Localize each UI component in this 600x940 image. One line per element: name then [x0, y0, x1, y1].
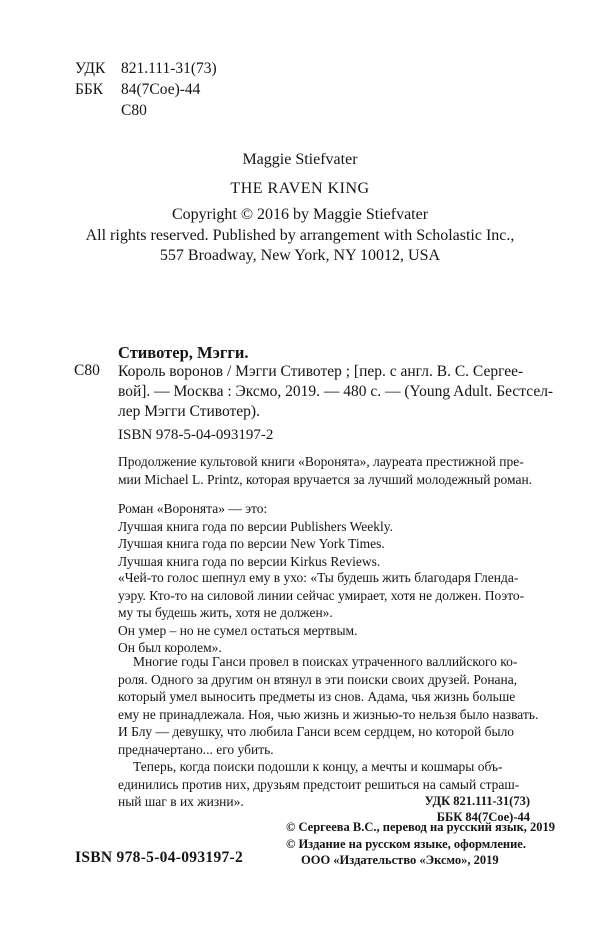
- awards-line: Лучшая книга года по версии Publishers Weekly.: [118, 518, 394, 534]
- story-line: Многие годы Ганси провел в поисках утраченного валлийского ко-: [133, 654, 518, 669]
- udk-line: [75, 58, 217, 79]
- description-line: лер Мэгги Стивотер).: [118, 403, 260, 420]
- quote-line: Он умер – но не сумел остаться мертвым.: [118, 622, 358, 638]
- awards-line: Лучшая книга года по версии Kirkus Reviews.: [118, 553, 381, 569]
- story-line: предначертано... его убить.: [118, 741, 274, 757]
- classification-codes: [75, 58, 217, 121]
- annotation-paragraph: [118, 453, 538, 488]
- quote-line: уэру. Кто-то на силовой линии сейчас умирает, хотя не должен. Поэто-: [118, 587, 525, 603]
- story-line: роля. Одного за другим он втянул в эти поиски своих друзей. Ронана,: [118, 671, 518, 687]
- bbk-line: [75, 79, 217, 100]
- bbk-value: 84(7Сое)-44: [121, 81, 201, 98]
- quote-line: Он был королем».: [118, 640, 222, 655]
- author-mark-value: С80: [121, 102, 147, 119]
- annotation-line: Продолжение культовой книги «Воронята», лауреата престижной пре-: [118, 454, 524, 469]
- isbn-bottom: ISBN 978-5-04-093197-2: [75, 849, 244, 866]
- quote-paragraph: [118, 569, 538, 657]
- description-line: вой]. — Москва : Эксмо, 2019. — 480 с. — (Young Adult. Бестсел-: [118, 383, 554, 400]
- story-line: единились против них, друзьям предстоит решиться на самый страш-: [118, 776, 520, 792]
- author-mark: [75, 100, 217, 121]
- rights-line: 557 Broadway, New York, NY 10012, USA: [159, 247, 441, 264]
- awards-list: [118, 500, 538, 570]
- bbk-label: ББК: [75, 81, 104, 98]
- story-paragraph: [118, 653, 538, 811]
- story-line: ный шаг в их жизни».: [118, 794, 244, 809]
- story-line: который умел выносить предметы из снов. Адама, чья жизнь больше: [118, 689, 516, 704]
- copyright-notices: [286, 819, 555, 869]
- awards-line: Лучшая книга года по версии New York Times.: [118, 536, 385, 551]
- story-line: ему не принадлежала. Ноя, чью жизнь и жизнью-то нельзя было назвать.: [118, 706, 539, 722]
- original-title: THE RAVEN KING: [230, 180, 370, 197]
- quote-line: му ты будешь жить, хотя не должен».: [118, 605, 333, 620]
- catalog-author-mark: С80: [74, 362, 100, 379]
- story-line: Теперь, когда поиски подошли к концу, а мечты и кошмары объ-: [133, 759, 503, 774]
- catalog-author-heading: Стивотер, Мэгги.: [118, 343, 249, 362]
- catalog-description: [118, 362, 554, 422]
- original-author: Maggie Stiefvater: [242, 151, 358, 168]
- awards-line: Роман «Воронята» — это:: [118, 501, 268, 516]
- rights-line: All rights reserved. Published by arrangement with Scholastic Inc.,: [85, 226, 515, 244]
- bottom-udk: УДК 821.111-31(73): [424, 794, 530, 808]
- bottom-bbk: ББК 84(7Сое)-44: [436, 809, 530, 824]
- rights-line: Copyright © 2016 by Maggie Stiefvater: [171, 206, 429, 223]
- catalog-isbn: ISBN 978-5-04-093197-2: [118, 427, 274, 443]
- copyright-line: ООО «Издательство «Эксмо», 2019: [301, 853, 499, 867]
- copyright-line: © Сергеева В.С., перевод на русский язык, 2019: [286, 820, 556, 834]
- annotation-line: мии Michael L. Printz, которая вручается за лучший молодежный роман.: [118, 471, 533, 487]
- copyright-line: © Издание на русском языке, оформление.: [286, 836, 526, 851]
- quote-line: «Чей-то голос шепнул ему в ухо: «Ты будешь жить благодаря Гленда-: [118, 570, 519, 585]
- udk-value: 821.111-31(73): [121, 60, 217, 77]
- original-rights: [0, 205, 600, 267]
- story-line: И Блу — девушку, что любила Ганси всем сердцем, но которой было: [118, 724, 515, 739]
- udk-label: УДК: [75, 60, 106, 77]
- description-line: Король воронов / Мэгги Стивотер ; [пер. с англ. В. С. Сергее-: [118, 363, 524, 380]
